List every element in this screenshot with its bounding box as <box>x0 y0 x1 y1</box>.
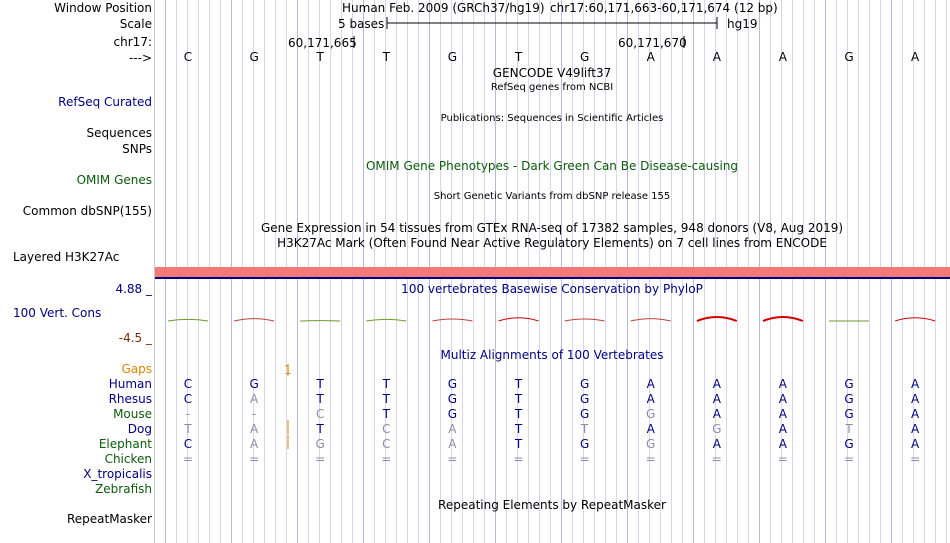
alignment-base-mouse: - <box>251 407 257 421</box>
scale-db: hg19 <box>727 17 758 31</box>
alignment-base-rhesus: A <box>712 392 721 406</box>
track-label-common-dbsnp[interactable]: Common dbSNP(155) <box>22 204 152 218</box>
species-label-chicken[interactable]: Chicken <box>104 452 152 466</box>
track-title-publications: Publications: Sequences in Scientific Articles <box>440 113 664 124</box>
label-strand: ---> <box>128 51 152 65</box>
track-label-snps[interactable]: SNPs <box>122 142 152 156</box>
track-label-layered-h3k27ac[interactable]: Layered H3K27Ac <box>13 250 120 264</box>
h3k27ac-baseline <box>155 277 950 279</box>
alignment-base-dog: T <box>580 422 589 436</box>
reference-base: A <box>778 50 787 64</box>
reference-base: A <box>712 50 721 64</box>
reference-base: T <box>382 50 390 64</box>
alignment-base-rhesus: T <box>316 392 324 406</box>
cons-max-value: 4.88 _ <box>115 282 152 296</box>
alignment-base-elephant: A <box>778 437 787 451</box>
alignment-base-mouse: T <box>382 407 390 421</box>
alignment-base-chicken: = <box>579 452 590 466</box>
track-title-omim-phenotypes: OMIM Gene Phenotypes - Dark Green Can Be Disease-causing <box>365 159 739 173</box>
alignment-base-elephant: A <box>448 437 457 451</box>
alignment-base-chicken: = <box>777 452 788 466</box>
alignment-base-elephant: A <box>910 437 920 451</box>
alignment-base-mouse: G <box>844 407 854 421</box>
alignment-base-mouse: A <box>910 407 920 421</box>
species-label-human[interactable]: Human <box>108 377 152 391</box>
alignment-base-dog: A <box>646 422 655 436</box>
reference-base: A <box>910 50 920 64</box>
track-label-100-vert-cons[interactable]: 100 Vert. Cons <box>13 306 102 320</box>
alignment-base-dog: A <box>249 422 259 436</box>
alignment-base-human: G <box>447 377 458 391</box>
track-label-omim-genes[interactable]: OMIM Genes <box>76 173 152 187</box>
reference-base: G <box>579 50 590 64</box>
alignment-base-elephant: A <box>249 437 259 451</box>
alignment-base-human: G <box>844 377 854 391</box>
assembly-name: Human Feb. 2009 (GRCh37/hg19) <box>342 1 545 15</box>
alignment-base-chicken: = <box>315 452 326 466</box>
alignment-base-dog: A <box>778 422 787 436</box>
alignment-base-chicken: = <box>513 452 524 466</box>
alignment-base-chicken: = <box>645 452 656 466</box>
track-title-phylop: 100 vertebrates Basewise Conservation by PhyloP <box>401 282 703 296</box>
reference-base: C <box>183 50 193 64</box>
track-label-repeatmasker[interactable]: RepeatMasker <box>66 512 152 526</box>
alignment-base-elephant: A <box>712 437 721 451</box>
alignment-base-chicken: = <box>381 452 392 466</box>
alignment-base-mouse: - <box>185 407 191 421</box>
alignment-base-dog: C <box>382 422 391 436</box>
alignment-base-dog: T <box>184 422 192 436</box>
species-label-elephant[interactable]: Elephant <box>98 437 152 451</box>
alignment-base-rhesus: A <box>910 392 920 406</box>
alignment-base-mouse: T <box>514 407 523 421</box>
alignment-base-chicken: = <box>447 452 458 466</box>
alignment-base-chicken: = <box>711 452 722 466</box>
cons-min-value: -4.5 _ <box>118 331 152 345</box>
species-label-mouse[interactable]: Mouse <box>113 407 152 421</box>
alignment-base-human: A <box>646 377 655 391</box>
scale-text: 5 bases <box>338 17 385 31</box>
alignment-base-human: A <box>778 377 787 391</box>
alignment-base-chicken: = <box>182 452 194 466</box>
track-title-multiz: Multiz Alignments of 100 Vertebrates <box>440 348 664 362</box>
alignment-base-elephant: C <box>183 437 193 451</box>
alignment-base-dog: T <box>514 422 523 436</box>
alignment-base-dog: T <box>316 422 324 436</box>
species-label-dog[interactable]: Dog <box>127 422 152 436</box>
alignment-base-human: T <box>514 377 523 391</box>
alignment-base-human: T <box>382 377 390 391</box>
species-label-x-tropicalis[interactable]: X_tropicalis <box>83 467 152 481</box>
alignment-base-elephant: G <box>844 437 854 451</box>
alignment-base-elephant: T <box>514 437 523 451</box>
reference-base: G <box>447 50 458 64</box>
gaps-value: 1 <box>284 363 292 377</box>
track-title-h3k27ac: H3K27Ac Mark (Often Found Near Active Regulatory Elements) on 7 cell lines from ENCODE <box>277 236 827 250</box>
alignment-base-rhesus: G <box>579 392 590 406</box>
alignment-base-mouse: A <box>712 407 721 421</box>
alignment-base-dog: A <box>448 422 457 436</box>
alignment-base-mouse: G <box>579 407 590 421</box>
reference-base: A <box>646 50 655 64</box>
track-label-gaps[interactable]: Gaps <box>121 362 152 376</box>
alignment-base-rhesus: C <box>183 392 193 406</box>
alignment-base-dog: T <box>845 422 853 436</box>
alignment-base-rhesus: T <box>382 392 390 406</box>
alignment-base-rhesus: G <box>844 392 854 406</box>
alignment-base-rhesus: A <box>646 392 655 406</box>
alignment-base-mouse: G <box>447 407 458 421</box>
alignment-base-rhesus: T <box>514 392 523 406</box>
window-position-text: chr17:60,171,663-60,171,674 (12 bp) <box>550 1 778 15</box>
track-title-repeatmasker: Repeating Elements by RepeatMasker <box>438 498 666 512</box>
species-label-rhesus[interactable]: Rhesus <box>108 392 152 406</box>
track-title-dbsnp: Short Genetic Variants from dbSNP release 155 <box>433 191 671 202</box>
alignment-base-dog: G <box>712 422 722 436</box>
track-title-refseq-ncbi: RefSeq genes from NCBI <box>490 82 614 93</box>
alignment-base-chicken: = <box>910 452 921 466</box>
alignment-base-human: A <box>712 377 721 391</box>
h3k27ac-signal-band[interactable] <box>155 267 950 277</box>
alignment-base-elephant: G <box>646 437 656 451</box>
alignment-base-dog: A <box>910 422 920 436</box>
alignment-base-rhesus: A <box>778 392 787 406</box>
position-label-2: 60,171,670 <box>618 36 687 50</box>
track-title-gtex: Gene Expression in 54 tissues from GTEx RNA-seq of 17382 samples, 948 donors (V8, Aug 2019) <box>260 221 844 235</box>
alignment-base-chicken: = <box>843 452 855 466</box>
alignment-base-human: T <box>316 377 324 391</box>
reference-base: G <box>844 50 854 64</box>
alignment-base-elephant: G <box>579 437 590 451</box>
alignment-base-mouse: A <box>778 407 787 421</box>
alignment-base-human: C <box>183 377 193 391</box>
alignment-base-human: G <box>579 377 590 391</box>
alignment-base-mouse: G <box>646 407 656 421</box>
alignment-base-chicken: = <box>249 452 260 466</box>
label-chrom: chr17: <box>113 35 152 49</box>
reference-base: T <box>316 50 324 64</box>
label-window-position: Window Position <box>54 1 152 15</box>
reference-base: T <box>514 50 523 64</box>
alignment-base-mouse: C <box>315 407 325 421</box>
label-scale: Scale <box>119 17 152 31</box>
track-label-sequences[interactable]: Sequences <box>86 126 152 140</box>
track-title-gencode[interactable]: GENCODE V49lift37 <box>492 66 612 80</box>
alignment-base-rhesus: G <box>447 392 458 406</box>
alignment-base-elephant: G <box>315 437 325 451</box>
species-label-zebrafish[interactable]: Zebrafish <box>95 482 152 496</box>
position-label-1: 60,171,665 <box>288 36 357 50</box>
alignment-base-human: G <box>249 377 259 391</box>
alignment-base-elephant: C <box>382 437 391 451</box>
track-label-refseq-curated[interactable]: RefSeq Curated <box>58 95 152 109</box>
alignment-base-rhesus: A <box>249 392 259 406</box>
reference-base: G <box>249 50 259 64</box>
alignment-base-human: A <box>910 377 920 391</box>
